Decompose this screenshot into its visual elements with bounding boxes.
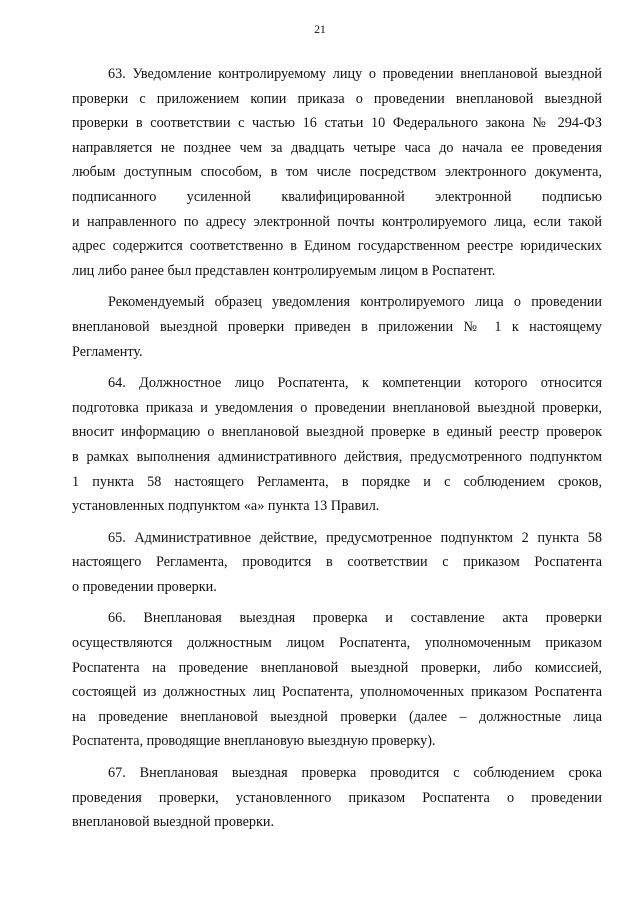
paragraph-line: состоящей из должностных лиц Роспатента, уполномоченных приказом Роспатента (72, 684, 602, 701)
paragraph-line: на проведение внеплановой выездной проверки (далее – должностные лица (72, 708, 602, 725)
paragraph-line: внеплановой выездной проверки приведен в приложении № 1 к настоящему (72, 318, 602, 335)
paragraph-line: в рамках выполнения административного действия, предусмотренного подпунктом (72, 448, 602, 465)
paragraph-line: 63. Уведомление контролируемому лицу о проведении внеплановой выездной (108, 66, 602, 82)
page-number: 21 (314, 24, 326, 36)
paragraph-line: Рекомендуемый образец уведомления контролируемого лица о проведении (108, 294, 602, 311)
paragraph-line: Регламенту. (72, 343, 143, 360)
paragraph-line: проверки в соответствии с частью 16 статьи 10 Федерального закона № 294-ФЗ (72, 115, 602, 132)
paragraph-line: проведения проверки, установленного приказом Роспатента о проведении (72, 789, 602, 806)
paragraph-line: любым доступным способом, в том числе посредством электронного документа, (72, 164, 602, 181)
paragraph-line: подписанного усиленной квалифицированной электронной подписью (72, 188, 602, 205)
paragraph-line: направляется не позднее чем за двадцать четыре часа до начала ее проведения (72, 139, 602, 156)
paragraph-line: 1 пункта 58 настоящего Регламента, в порядке и с соблюдением сроков, (72, 473, 602, 490)
paragraph-line: лиц либо ранее был представлен контролируемым лицом в Роспатент. (72, 262, 496, 279)
paragraph-65 (72, 526, 602, 600)
paragraph-line: проверки с приложением копии приказа о проведении внеплановой выездной (72, 90, 602, 107)
paragraph-line: 65. Административное действие, предусмотренное подпунктом 2 пункта 58 (108, 529, 602, 546)
paragraph-line: 64. Должностное лицо Роспатента, к компетенции которого относится (108, 375, 602, 392)
paragraph-64 (72, 371, 602, 519)
paragraph-67 (72, 761, 602, 835)
paragraph-66 (72, 606, 602, 754)
paragraph-line: настоящего Регламента, проводится в соответствии с приказом Роспатента (72, 554, 602, 571)
paragraph-line: вносит информацию о внеплановой выездной проверке в единый реестр проверок (72, 424, 602, 441)
paragraph-line: адрес содержится соответственно в Едином государственном реестре юридических (72, 238, 602, 255)
document-body (72, 62, 602, 842)
paragraph-line: и направленного по адресу электронной почты контролируемого лица, если такой (72, 213, 602, 230)
paragraph-line: о проведении проверки. (72, 578, 217, 595)
paragraph-line: подготовка приказа и уведомления о проведении внеплановой выездной проверки, (72, 399, 602, 416)
paragraph-line: осуществляются должностным лицом Роспатента, уполномоченным приказом (72, 635, 602, 652)
paragraph-line: Роспатента, проводящие внеплановую выездную проверку). (72, 733, 436, 750)
paragraph-line: Роспатента на проведение внеплановой выездной проверки, либо комиссией, (72, 659, 602, 676)
paragraph-line: установленных подпунктом «а» пункта 13 Правил. (72, 498, 380, 515)
paragraph-recommended-form (72, 290, 602, 364)
paragraph-line: 67. Внеплановая выездная проверка проводится с соблюдением срока (108, 765, 602, 782)
paragraph-63 (72, 62, 602, 283)
paragraph-line: 66. Внеплановая выездная проверка и составление акта проверки (108, 610, 602, 627)
paragraph-line: внеплановой выездной проверки. (72, 814, 274, 831)
